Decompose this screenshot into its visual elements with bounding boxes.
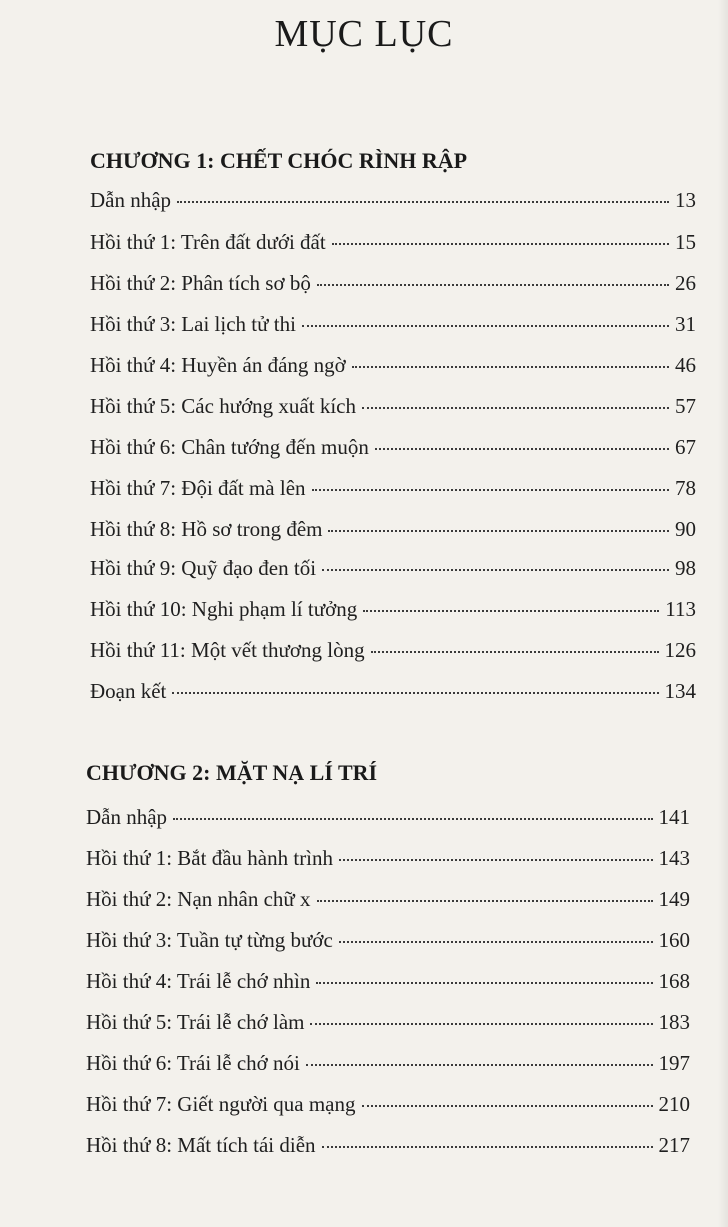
entry-label: Hồi thứ 1: Bắt đầu hành trình — [86, 846, 334, 870]
entry-label: Hồi thứ 4: Trái lễ chớ nhìn — [86, 969, 311, 993]
entry-page-number: 46 — [675, 353, 696, 377]
toc-entry — [90, 597, 696, 622]
entry-page-number: 149 — [658, 887, 690, 911]
leader-dots — [177, 201, 669, 203]
leader-dots — [173, 818, 652, 820]
entry-page-number: 143 — [658, 846, 690, 870]
entry-page-number: 183 — [658, 1010, 690, 1034]
entry-label: Hồi thứ 8: Mất tích tái diễn — [86, 1133, 316, 1157]
leader-dots — [306, 1064, 653, 1066]
toc-entry — [86, 1010, 690, 1035]
entry-page-number: 197 — [658, 1051, 690, 1075]
leader-dots — [322, 569, 669, 571]
entry-label: Hồi thứ 5: Các hướng xuất kích — [90, 394, 356, 418]
entry-label: Dẫn nhập — [90, 188, 172, 212]
entry-page-number: 90 — [675, 517, 696, 541]
entry-page-number: 98 — [675, 556, 696, 580]
entry-label: Dẫn nhập — [86, 805, 168, 829]
toc-entry — [90, 230, 696, 255]
entry-label: Đoạn kết — [90, 679, 167, 703]
page-title: MỤC LỤC — [274, 13, 454, 55]
entry-page-number: 134 — [664, 679, 696, 703]
entry-label: Hồi thứ 11: Một vết thương lòng — [90, 638, 365, 662]
entry-page-number: 168 — [658, 969, 690, 993]
leader-dots — [317, 284, 669, 286]
leader-dots — [322, 1146, 653, 1148]
entry-label: Hồi thứ 3: Tuần tự từng bước — [86, 928, 333, 952]
toc-entry — [90, 435, 696, 460]
leader-dots — [371, 651, 659, 653]
leader-dots — [332, 243, 669, 245]
toc-entry — [90, 638, 696, 663]
entry-label: Hồi thứ 8: Hồ sơ trong đêm — [90, 517, 323, 541]
entry-label: Hồi thứ 4: Huyền án đáng ngờ — [90, 353, 346, 377]
leader-dots — [363, 610, 659, 612]
leader-dots — [302, 325, 669, 327]
leader-dots — [362, 407, 669, 409]
toc-entry — [86, 805, 690, 830]
leader-dots — [312, 489, 669, 491]
entry-label: Hồi thứ 2: Phân tích sơ bộ — [90, 271, 311, 295]
toc-entry — [86, 846, 690, 871]
toc-entry — [86, 1051, 690, 1076]
entry-label: Hồi thứ 7: Đội đất mà lên — [90, 476, 306, 500]
toc-entry — [90, 353, 696, 378]
toc-entry — [86, 1092, 690, 1117]
entry-label: Hồi thứ 5: Trái lễ chớ làm — [86, 1010, 305, 1034]
entry-label: Hồi thứ 6: Chân tướng đến muộn — [90, 435, 369, 459]
entry-page-number: 126 — [664, 638, 696, 662]
entry-page-number: 15 — [675, 230, 696, 254]
entry-page-number: 113 — [665, 597, 696, 621]
toc-entry — [86, 928, 690, 953]
leader-dots — [339, 859, 652, 861]
entry-page-number: 78 — [675, 476, 696, 500]
toc-entry — [90, 271, 696, 296]
entry-page-number: 210 — [658, 1092, 690, 1116]
entry-page-number: 141 — [658, 805, 690, 829]
toc-entry — [90, 188, 696, 213]
entry-page-number: 67 — [675, 435, 696, 459]
leader-dots — [375, 448, 669, 450]
toc-entry — [90, 679, 696, 704]
entry-label: Hồi thứ 9: Quỹ đạo đen tối — [90, 556, 317, 580]
chapter-1-heading: CHƯƠNG 1: CHẾT CHÓC RÌNH RẬP — [90, 148, 468, 173]
toc-entry — [90, 312, 696, 337]
entry-page-number: 13 — [675, 188, 696, 212]
toc-entry — [90, 556, 696, 581]
entry-label: Hồi thứ 7: Giết người qua mạng — [86, 1092, 356, 1116]
leader-dots — [339, 941, 653, 943]
entry-label: Hồi thứ 10: Nghi phạm lí tưởng — [90, 597, 358, 621]
page-edge-shadow — [718, 0, 728, 1227]
leader-dots — [316, 982, 652, 984]
entry-label: Hồi thứ 3: Lai lịch tử thi — [90, 312, 296, 336]
toc-entry — [90, 517, 696, 542]
entry-page-number: 57 — [675, 394, 696, 418]
entry-page-number: 26 — [675, 271, 696, 295]
toc-entry — [90, 394, 696, 419]
leader-dots — [172, 692, 658, 694]
leader-dots — [362, 1105, 653, 1107]
toc-entry — [86, 969, 690, 994]
chapter-2-heading: CHƯƠNG 2: MẶT NẠ LÍ TRÍ — [86, 760, 378, 785]
entry-page-number: 160 — [658, 928, 690, 952]
entry-page-number: 217 — [658, 1133, 690, 1157]
entry-label: Hồi thứ 2: Nạn nhân chữ x — [86, 887, 311, 911]
leader-dots — [310, 1023, 652, 1025]
entry-label: Hồi thứ 6: Trái lễ chớ nói — [86, 1051, 300, 1075]
entry-label: Hồi thứ 1: Trên đất dưới đất — [90, 230, 326, 254]
entry-page-number: 31 — [675, 312, 696, 336]
leader-dots — [352, 366, 669, 368]
toc-entry — [86, 1133, 690, 1158]
leader-dots — [328, 530, 669, 532]
toc-entry — [90, 476, 696, 501]
leader-dots — [317, 900, 653, 902]
toc-entry — [86, 887, 690, 912]
